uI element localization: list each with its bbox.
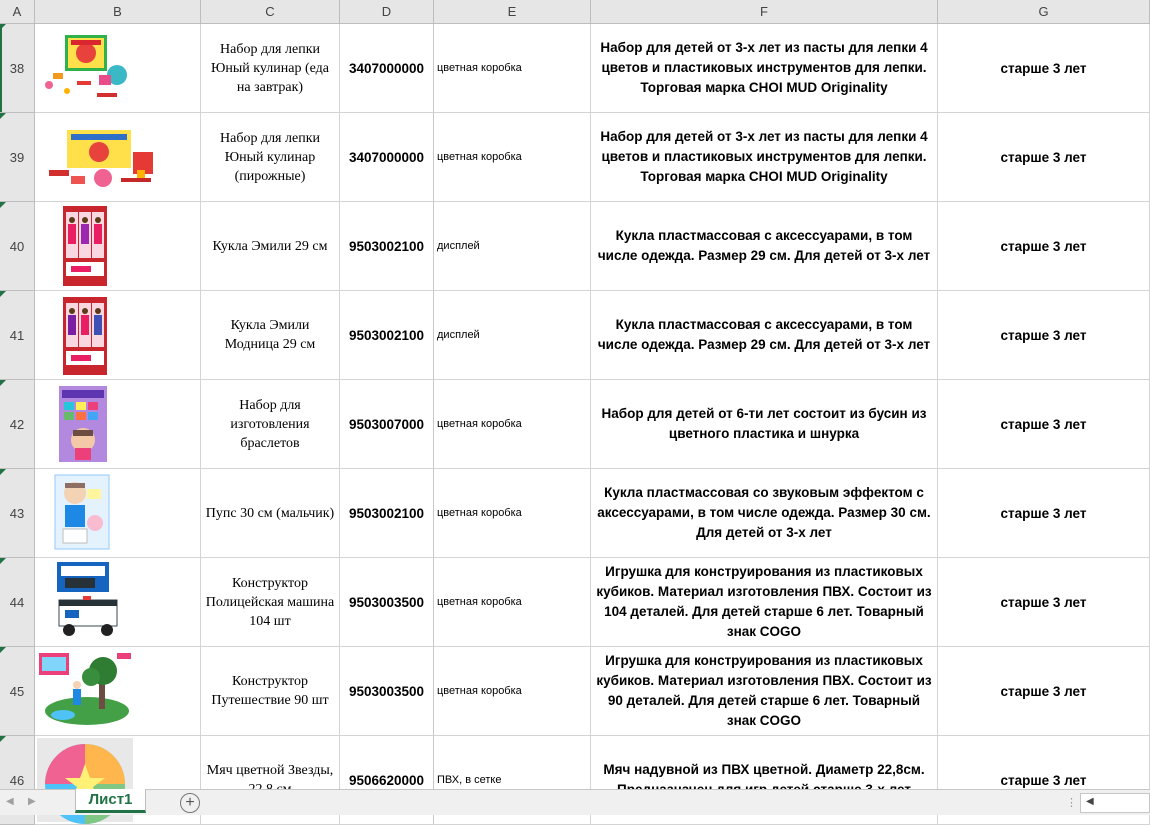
playdough-cakes-set-image bbox=[37, 122, 167, 192]
packaging[interactable]: ПВХ, в сетке bbox=[434, 736, 591, 825]
product-name[interactable]: Набор для изготовления браслетов bbox=[201, 380, 340, 469]
scroll-left-arrow-icon[interactable]: ◀ bbox=[1086, 796, 1094, 807]
column-header-e[interactable]: E bbox=[434, 0, 591, 24]
table-row bbox=[0, 558, 1150, 647]
image-cell[interactable] bbox=[35, 558, 201, 647]
product-name[interactable]: Набор для лепки Юный кулинар (пирожные) bbox=[201, 113, 340, 202]
product-description[interactable]: Игрушка для конструирования из пластиковых кубиков. Материал изготовления ПВХ. Состоит из 104 деталей. Для детей старше 6 лет. Товарный знак COGO bbox=[591, 558, 938, 647]
product-code[interactable]: 3407000000 bbox=[340, 113, 434, 202]
tab-scroll-left-icon[interactable]: ◀ bbox=[6, 796, 14, 807]
table-row bbox=[0, 647, 1150, 736]
table-row bbox=[0, 24, 1150, 113]
image-cell[interactable] bbox=[35, 291, 201, 380]
bracelet-kit-image bbox=[37, 382, 137, 466]
tab-scroll-right-icon[interactable]: ▶ bbox=[28, 796, 36, 807]
table-row bbox=[0, 202, 1150, 291]
age-group[interactable]: старше 3 лет bbox=[938, 380, 1150, 469]
row-header[interactable]: 42 bbox=[0, 380, 35, 469]
image-cell[interactable] bbox=[35, 469, 201, 558]
column-header-b[interactable]: B bbox=[35, 0, 201, 24]
product-description[interactable]: Набор для детей от 6-ти лет состоит из бусин из цветного пластика и шнурка bbox=[591, 380, 938, 469]
packaging[interactable]: цветная коробка bbox=[434, 113, 591, 202]
table-row bbox=[0, 291, 1150, 380]
product-name[interactable]: Конструктор Полицейская машина 104 шт bbox=[201, 558, 340, 647]
product-code[interactable]: 9503003500 bbox=[340, 647, 434, 736]
column-header-f[interactable]: F bbox=[591, 0, 938, 24]
row-header[interactable]: 41 bbox=[0, 291, 35, 380]
age-group[interactable]: старше 3 лет bbox=[938, 291, 1150, 380]
row-header[interactable]: 39 bbox=[0, 113, 35, 202]
image-cell[interactable] bbox=[35, 24, 201, 113]
packaging[interactable]: цветная коробка bbox=[434, 24, 591, 113]
age-group[interactable]: старше 3 лет bbox=[938, 202, 1150, 291]
product-name[interactable]: Набор для лепки Юный кулинар (еда на завтрак) bbox=[201, 24, 340, 113]
product-code[interactable]: 9503003500 bbox=[340, 558, 434, 647]
row-header[interactable]: 45 bbox=[0, 647, 35, 736]
product-name[interactable]: Конструктор Путешествие 90 шт bbox=[201, 647, 340, 736]
packaging[interactable]: дисплей bbox=[434, 291, 591, 380]
column-header-c[interactable]: C bbox=[201, 0, 340, 24]
column-header-a[interactable]: A bbox=[0, 0, 35, 24]
age-group[interactable]: старше 3 лет bbox=[938, 558, 1150, 647]
packaging[interactable]: цветная коробка bbox=[434, 380, 591, 469]
row-header[interactable]: 40 bbox=[0, 202, 35, 291]
product-description[interactable]: Кукла пластмассовая с аксессуарами, в том числе одежда. Размер 29 см. Для детей от 3-х лет bbox=[591, 202, 938, 291]
sheet-tab-active[interactable]: Лист1 bbox=[75, 789, 146, 813]
age-group[interactable]: старше 3 лет bbox=[938, 736, 1150, 825]
age-group[interactable]: старше 3 лет bbox=[938, 24, 1150, 113]
product-code[interactable]: 9503007000 bbox=[340, 380, 434, 469]
column-header-g[interactable]: G bbox=[938, 0, 1150, 24]
image-cell[interactable] bbox=[35, 113, 201, 202]
product-code[interactable]: 9503002100 bbox=[340, 202, 434, 291]
table-row bbox=[0, 469, 1150, 558]
product-name[interactable]: Мяч цветной Звезды, bbox=[201, 736, 340, 825]
product-name[interactable]: Кукла Эмили 29 см bbox=[201, 202, 340, 291]
packaging[interactable]: цветная коробка bbox=[434, 469, 591, 558]
image-cell[interactable] bbox=[35, 202, 201, 291]
table-row bbox=[0, 113, 1150, 202]
product-description[interactable]: Набор для детей от 3-х лет из пасты для лепки 4 цветов и пластиковых инструментов для лепки. Торговая марка CHOI MUD Originality bbox=[591, 113, 938, 202]
sheet-tab-bar bbox=[0, 789, 1150, 815]
product-name[interactable]: Кукла Эмили Модница 29 см bbox=[201, 291, 340, 380]
row-header[interactable]: 43 bbox=[0, 469, 35, 558]
product-code[interactable]: 3407000000 bbox=[340, 24, 434, 113]
product-description[interactable]: Кукла пластмассовая со звуковым эффектом с аксессуарами, в том числе одежда. Размер 30 см. Для детей от 3-х лет bbox=[591, 469, 938, 558]
packaging[interactable]: цветная коробка bbox=[434, 647, 591, 736]
packaging[interactable]: дисплей bbox=[434, 202, 591, 291]
product-code[interactable]: 9506620000 bbox=[340, 736, 434, 825]
travel-constructor-image bbox=[37, 649, 137, 733]
packaging[interactable]: цветная коробка bbox=[434, 558, 591, 647]
age-group[interactable]: старше 3 лет bbox=[938, 647, 1150, 736]
add-sheet-button[interactable]: + bbox=[180, 793, 200, 813]
column-header-d[interactable]: D bbox=[340, 0, 434, 24]
product-description[interactable]: Кукла пластмассовая с аксессуарами, в том числе одежда. Размер 29 см. Для детей от 3-х лет bbox=[591, 291, 938, 380]
baby-doll-boy-image bbox=[37, 471, 137, 555]
police-car-constructor-image bbox=[37, 560, 137, 644]
emily-fashion-doll-display-image bbox=[37, 293, 137, 377]
product-name[interactable]: Пупс 30 см (мальчик) bbox=[201, 469, 340, 558]
product-description[interactable]: Игрушка для конструирования из пластиковых кубиков. Материал изготовления ПВХ. Состоит из 90 деталей. Для детей старше 6 лет. Товарный знак COGO bbox=[591, 647, 938, 736]
emily-doll-display-image bbox=[37, 204, 137, 288]
table-row bbox=[0, 380, 1150, 469]
row-header[interactable]: 44 bbox=[0, 558, 35, 647]
product-code[interactable]: 9503002100 bbox=[340, 469, 434, 558]
row-header[interactable]: 46 bbox=[0, 736, 35, 825]
image-cell[interactable] bbox=[35, 380, 201, 469]
product-description[interactable]: Мяч надувной из ПВХ цветной. Диаметр 22,8см. bbox=[591, 736, 938, 825]
product-description[interactable]: Набор для детей от 3-х лет из пасты для лепки 4 цветов и пластиковых инструментов для лепки. Торговая марка CHOI MUD Originality bbox=[591, 24, 938, 113]
scroll-splitter-icon[interactable]: ⋮ bbox=[1066, 797, 1077, 809]
age-group[interactable]: старше 3 лет bbox=[938, 113, 1150, 202]
image-cell[interactable] bbox=[35, 647, 201, 736]
row-header[interactable]: 38 bbox=[0, 24, 35, 113]
playdough-breakfast-set-image bbox=[37, 33, 137, 103]
product-code[interactable]: 9503002100 bbox=[340, 291, 434, 380]
age-group[interactable]: старше 3 лет bbox=[938, 469, 1150, 558]
